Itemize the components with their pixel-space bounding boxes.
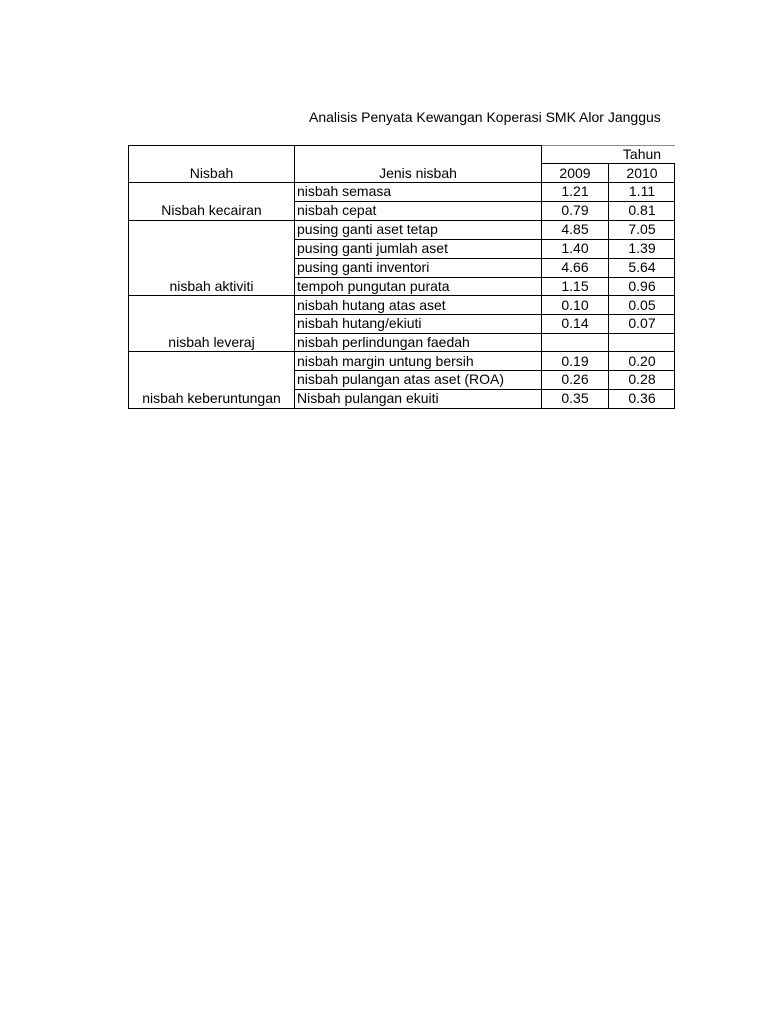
row-value-2009: 4.85 [561, 221, 589, 237]
row-value-2010: 0.20 [628, 353, 656, 369]
row-jenis: nisbah hutang atas aset [297, 297, 446, 313]
row-jenis: nisbah semasa [297, 183, 392, 199]
row-value-2010: 1.39 [628, 240, 656, 256]
row-value-2009: 0.14 [561, 315, 589, 331]
row-jenis: nisbah cepat [297, 202, 377, 218]
row-value-2009: 0.79 [561, 202, 589, 218]
row-jenis: pusing ganti jumlah aset [297, 240, 448, 256]
row-value-2010: 0.81 [628, 202, 656, 218]
header-year-2009: 2009 [559, 165, 591, 181]
row-jenis: nisbah margin untung bersih [297, 353, 474, 369]
row-jenis: pusing ganti aset tetap [297, 221, 438, 237]
row-value-2009: 0.26 [561, 371, 589, 387]
row-jenis: tempoh pungutan purata [297, 278, 450, 294]
row-jenis: nisbah pulangan atas aset (ROA) [297, 371, 505, 387]
row-value-2010: 5.64 [628, 259, 656, 275]
row-value-2010: 0.36 [628, 390, 656, 406]
row-value-2009: 1.15 [561, 278, 589, 294]
header-jenis-nisbah: Jenis nisbah [379, 165, 457, 181]
header-tahun: Tahun [622, 146, 662, 162]
row-value-2010: 0.05 [628, 297, 656, 313]
header-year-2010: 2010 [626, 165, 658, 181]
row-value-2010: 0.07 [628, 315, 656, 331]
header-nisbah: Nisbah [189, 165, 234, 181]
row-value-2009: 0.10 [561, 297, 589, 313]
document-title: Analisis Penyata Kewangan Koperasi SMK Alor Janggus [309, 109, 661, 125]
row-value-2009: 0.19 [561, 353, 589, 369]
row-value-2009: 1.21 [561, 183, 589, 199]
row-jenis: pusing ganti inventori [297, 259, 430, 275]
group-label: nisbah leveraj [168, 334, 255, 350]
row-jenis: nisbah hutang/ekiuti [297, 315, 422, 331]
row-value-2009: 4.66 [561, 259, 589, 275]
row-jenis: Nisbah pulangan ekuiti [297, 390, 439, 406]
group-label: nisbah keberuntungan [142, 390, 281, 406]
row-jenis: nisbah perlindungan faedah [297, 334, 470, 350]
row-value-2010: 1.11 [628, 183, 656, 199]
group-label: nisbah aktiviti [169, 278, 254, 294]
table-border-bottom [128, 408, 675, 409]
row-value-2010: 7.05 [628, 221, 656, 237]
group-label: Nisbah kecairan [161, 202, 262, 218]
table-border-top [128, 145, 542, 146]
row-value-2010: 0.28 [628, 371, 656, 387]
row-value-2009: 0.35 [561, 390, 589, 406]
row-value-2009: 1.40 [561, 240, 589, 256]
row-value-2010: 0.96 [628, 278, 656, 294]
